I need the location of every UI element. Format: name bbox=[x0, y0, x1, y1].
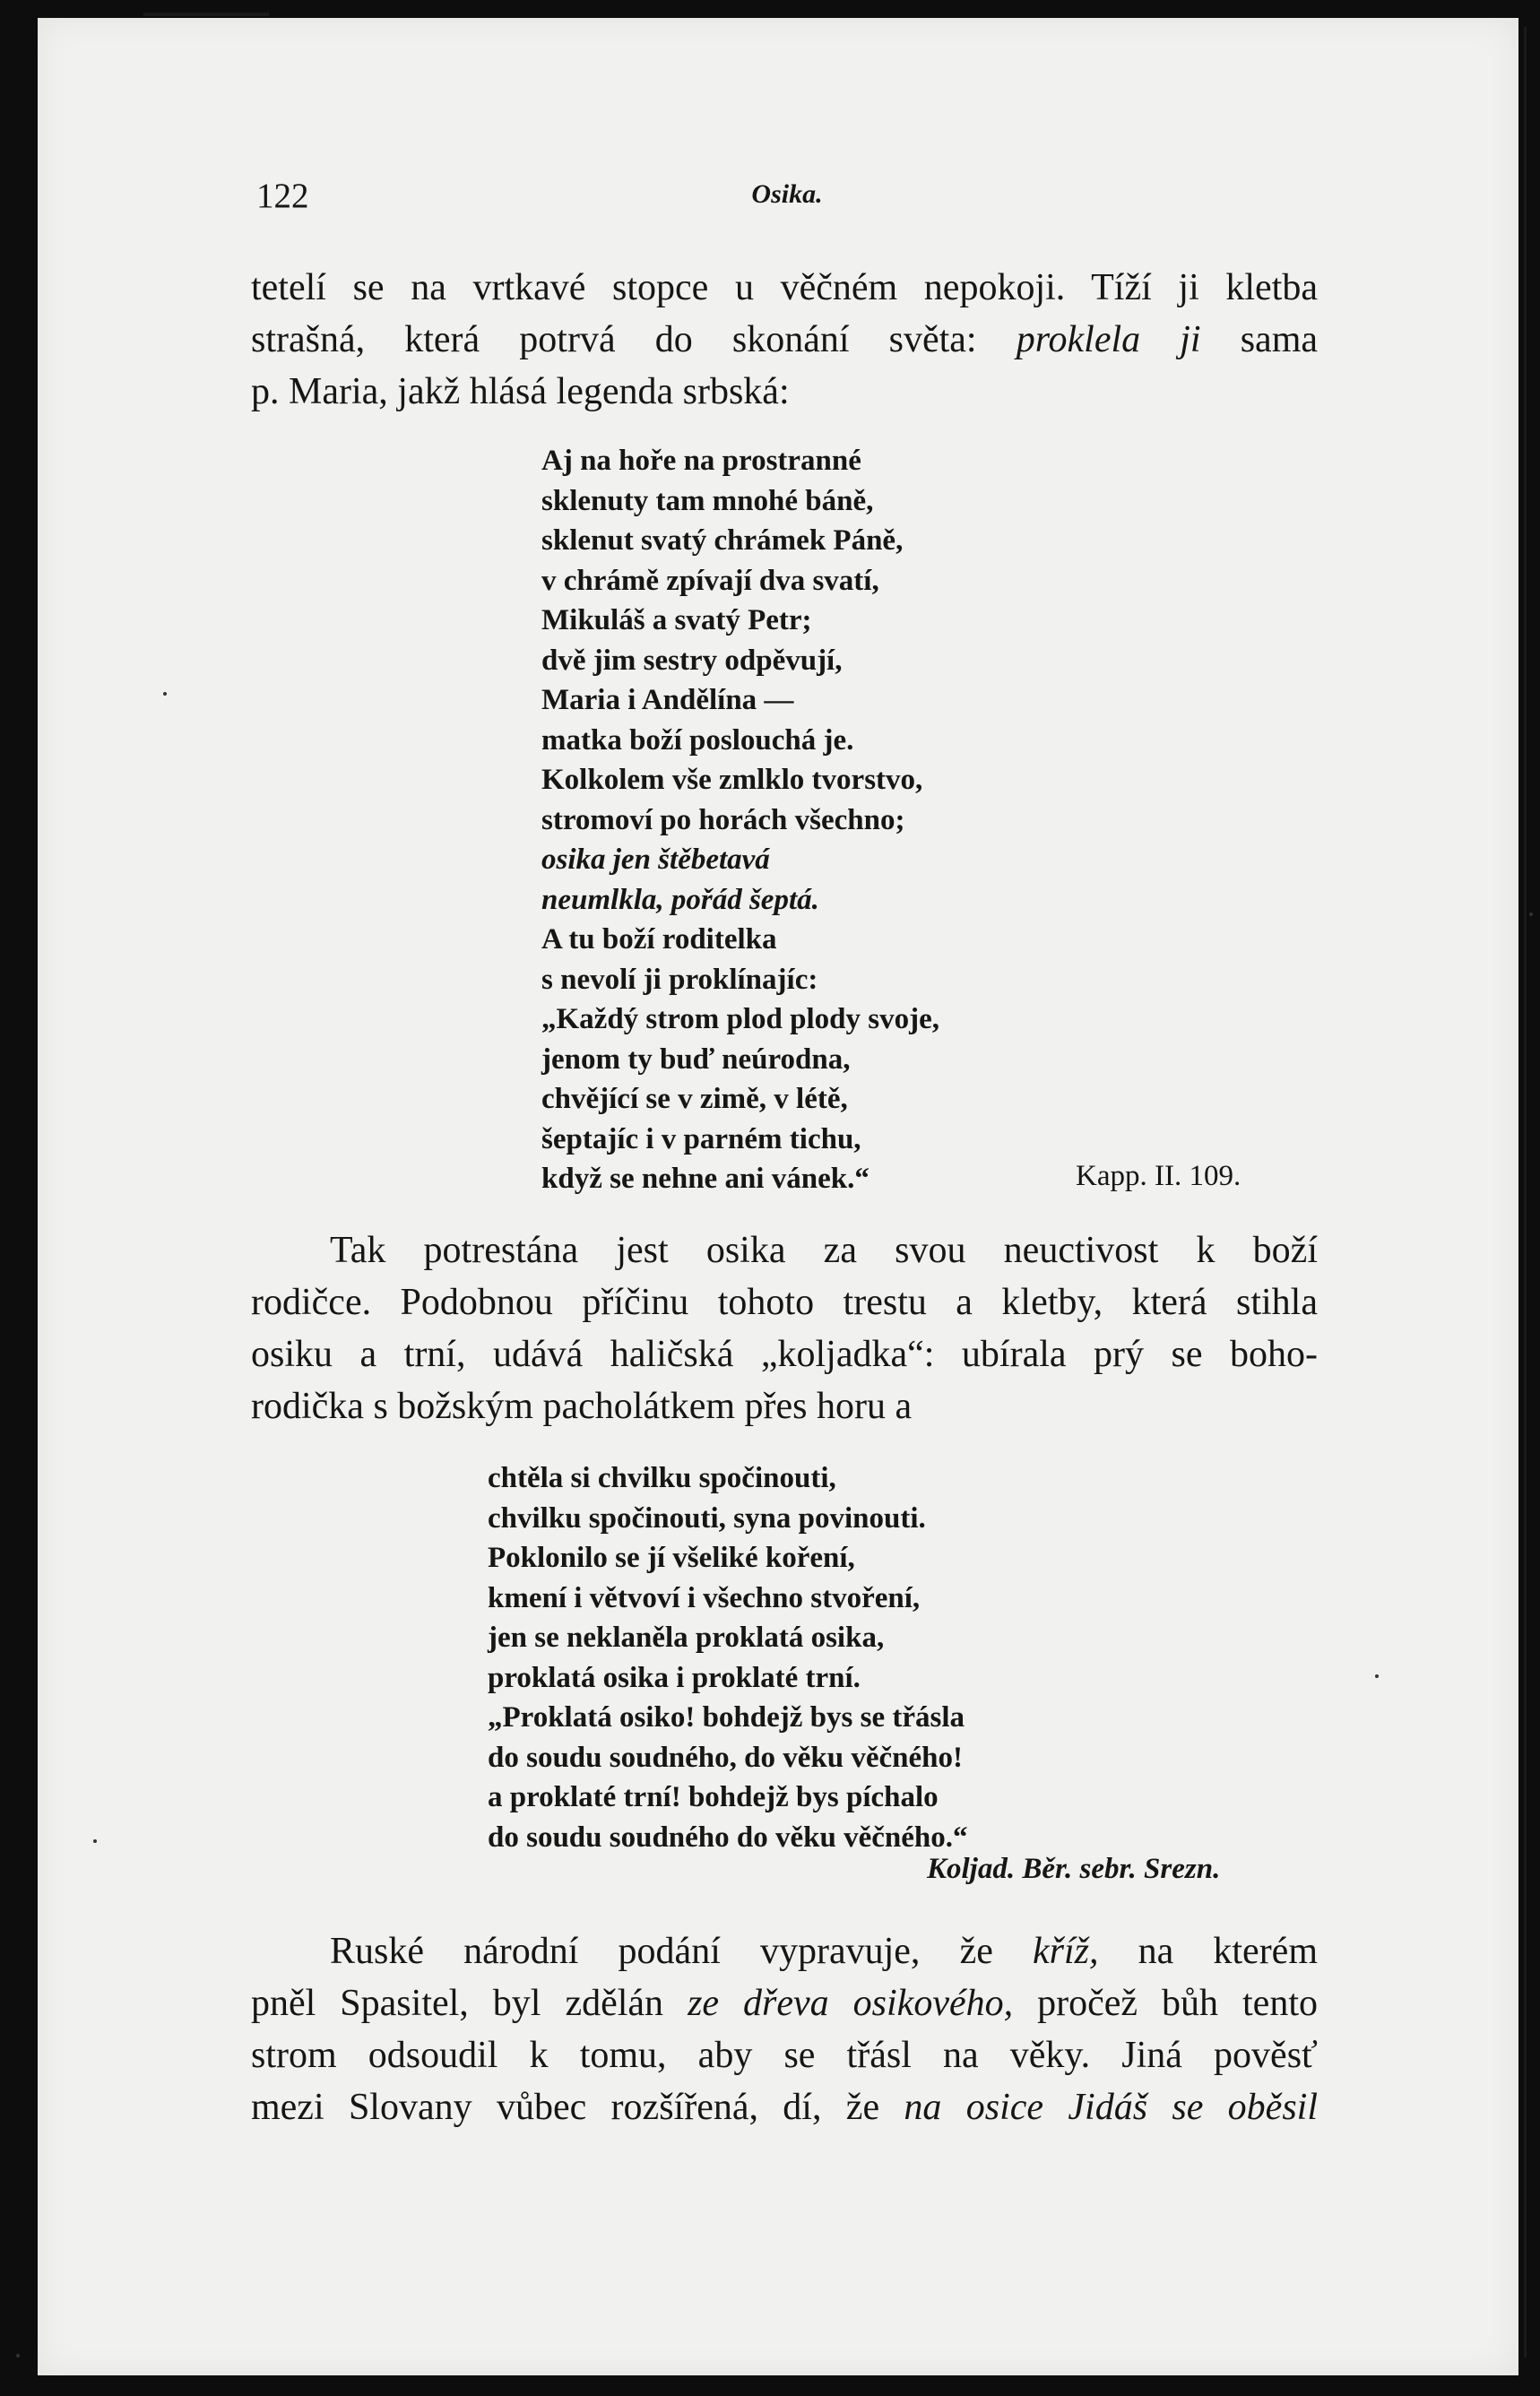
koljadka-verse bbox=[488, 1458, 968, 1857]
paragraph-3-line-1 bbox=[251, 1925, 1318, 1977]
scan-speck bbox=[16, 2354, 20, 2357]
paragraph-2 bbox=[251, 1224, 1318, 1432]
verse-line: dvě jim sestry odpěvují, bbox=[541, 644, 843, 677]
emphasis-proklela: proklela ji bbox=[1016, 319, 1201, 360]
verse-line: chtěla si chvilku spočinouti, bbox=[488, 1462, 836, 1494]
verse-line: Mikuláš a svatý Petr; bbox=[541, 604, 812, 636]
page-number: 122 bbox=[256, 177, 309, 215]
verse-line: kmení i větvoví i všechno stvoření, bbox=[488, 1581, 921, 1614]
scan-speck bbox=[163, 692, 167, 696]
verse-line: „Proklatá osiko! bohdejž bys se třásla bbox=[488, 1701, 965, 1734]
emphasis-jidas: na osice Jidáš se oběsil bbox=[904, 2087, 1319, 2128]
verse-line: jen se neklaněla proklatá osika, bbox=[488, 1622, 885, 1654]
verse-line: chvilku spočinouti, syna povinouti. bbox=[488, 1501, 926, 1535]
verse-1-citation: Kapp. II. 109. bbox=[1076, 1160, 1242, 1192]
text-run: Ruské národní podání vypravuje, že bbox=[330, 1931, 1033, 1972]
verse-line: sklenuty tam mnohé báně, bbox=[541, 484, 874, 517]
verse-line: když se nehne ani vánek.“ bbox=[541, 1163, 869, 1195]
page-edge-top bbox=[143, 13, 269, 16]
verse-line: Kolkolem vše zmlklo tvorstvo, bbox=[541, 764, 923, 796]
text-run: pročež bůh tento bbox=[1013, 1983, 1318, 2024]
verse-line: chvějící se v zimě, v létě, bbox=[541, 1083, 848, 1115]
text-run: pněl Spasitel, byl zdělán bbox=[251, 1983, 688, 2024]
verse-line: do soudu soudného, do věku věčného! bbox=[488, 1741, 963, 1774]
paragraph-2-line-3: osiku a trní, udává haličská „koljadka“: ubírala prý se boho- bbox=[251, 1334, 1318, 1375]
paragraph-1-line-1: tetelí se na vrtkavé stopce u věčném nepokoji. Tíží ji kletba bbox=[251, 267, 1318, 308]
paragraph-2-line-1: Tak potrestána jest osika za svou neuctivost k boží bbox=[330, 1230, 1318, 1271]
verse-line: Poklonilo se jí všeliké koření, bbox=[488, 1542, 855, 1574]
verse-line: A tu boží roditelka bbox=[541, 923, 777, 956]
emphasis-kriz: kříž, bbox=[1032, 1931, 1099, 1972]
verse-line: Maria i Andělína — bbox=[541, 684, 794, 716]
verse-line: osika jen štěbetavá bbox=[541, 843, 770, 876]
paragraph-1-line-3: p. Maria, jakž hlásá legenda srbská: bbox=[251, 371, 790, 412]
verse-line: „Každý strom plod plody svoje, bbox=[541, 1003, 940, 1035]
running-title: Osika. bbox=[751, 179, 823, 209]
verse-line: sklenut svatý chrámek Páně, bbox=[541, 524, 904, 557]
verse-line: jenom ty buď neúrodna, bbox=[541, 1042, 851, 1076]
text-run: mezi Slovany vůbec rozšířená, dí, že bbox=[251, 2087, 904, 2128]
paragraph-3-line-3: strom odsoudil k tomu, aby se třásl na věky. Jiná pověsť bbox=[251, 2035, 1318, 2076]
verse-line: a proklaté trní! bohdejž bys píchalo bbox=[488, 1781, 939, 1813]
verse-line: s nevolí ji proklínajíc: bbox=[541, 963, 818, 996]
verse-line: Aj na hoře na prostranné bbox=[541, 445, 861, 477]
verse-line: stromoví po horách všechno; bbox=[541, 803, 905, 836]
paragraph-2-line-2: rodičce. Podobnou příčinu tohoto trestu a kletby, která stihla bbox=[251, 1282, 1318, 1323]
paragraph-1 bbox=[251, 262, 1318, 418]
text-run: strašná, která potrvá do skonání světa: bbox=[251, 319, 1017, 360]
serbian-legend-verse bbox=[541, 441, 939, 1199]
page-edge-right bbox=[1524, 27, 1527, 2357]
emphasis-dreva-osikoveho: ze dřeva osikového, bbox=[688, 1983, 1014, 2024]
page-header bbox=[256, 176, 1318, 222]
scan-speck bbox=[1375, 1674, 1379, 1678]
verse-2-citation: Koljad. Běr. sebr. Srezn. bbox=[927, 1853, 1221, 1885]
verse-line: do soudu soudného do věku věčného.“ bbox=[488, 1821, 968, 1854]
paragraph-3 bbox=[251, 1925, 1318, 2133]
verse-line: proklatá osika i proklaté trní. bbox=[488, 1661, 861, 1694]
paragraph-3-line-4 bbox=[251, 2081, 1318, 2133]
paragraph-3-line-2 bbox=[251, 1977, 1318, 2029]
paragraph-1-line-2 bbox=[251, 314, 1318, 366]
text-run: sama bbox=[1200, 319, 1319, 360]
verse-line: matka boží poslouchá je. bbox=[541, 723, 854, 757]
verse-line: neumlkla, pořád šeptá. bbox=[541, 883, 819, 916]
paragraph-2-line-4: rodička s božským pacholátkem přes horu a bbox=[251, 1386, 913, 1427]
text-run: na kterém bbox=[1098, 1931, 1318, 1972]
scan-speck bbox=[1529, 913, 1533, 916]
verse-line: v chrámě zpívají dva svatí, bbox=[541, 564, 879, 597]
scan-speck bbox=[93, 1839, 97, 1843]
verse-line: šeptajíc i v parném tichu, bbox=[541, 1122, 861, 1155]
